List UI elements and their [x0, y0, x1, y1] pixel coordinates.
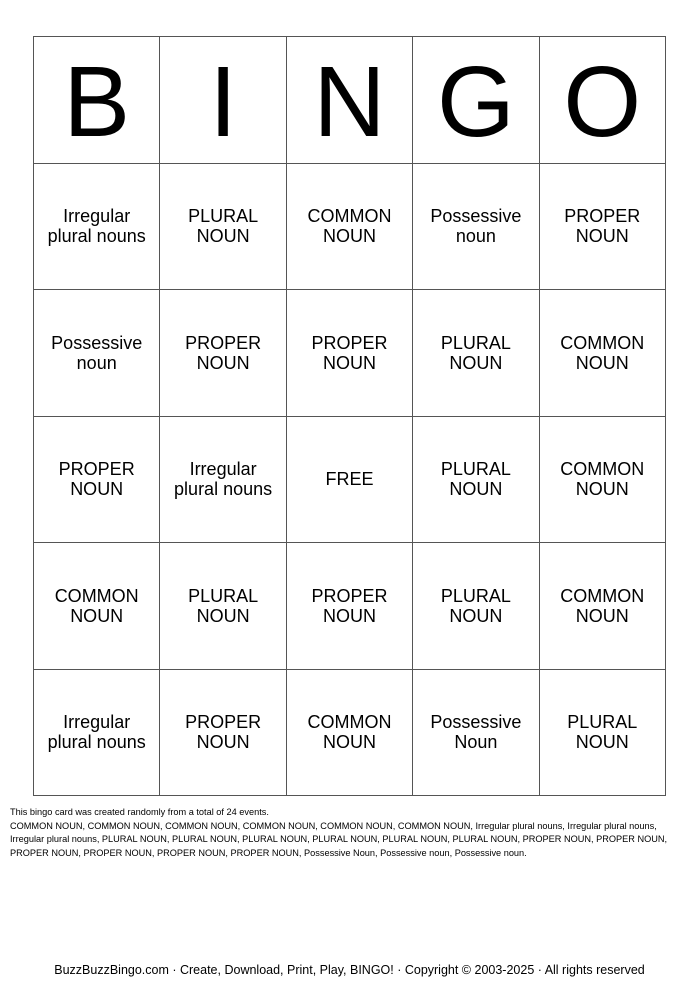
bingo-card	[33, 36, 666, 796]
bingo-square: PROPER NOUN	[160, 670, 286, 797]
bingo-square: COMMON NOUN	[34, 543, 160, 670]
bingo-square: PROPER NOUN	[287, 543, 413, 670]
bingo-square: PLURAL NOUN	[413, 417, 539, 544]
bingo-square: Possessive noun	[34, 290, 160, 417]
bingo-square: COMMON NOUN	[287, 670, 413, 797]
events-list: COMMON NOUN, COMMON NOUN, COMMON NOUN, COMMON NOUN, COMMON NOUN, COMMON NOUN, Irregular plural nouns, Irregular plural nouns, Irregular plural nouns, PLURAL NOUN, PLURAL NOUN, PLURAL NOUN, PLURAL NOUN, PLURAL NOUN, PLURAL NOUN, PROPER NOUN, PROPER NOUN, PROPER NOUN, PROPER NOUN, PROPER NOUN, PROPER NOUN, Possessive Noun, Possessive noun, Possessive noun.	[10, 820, 668, 858]
header-letter-n: N	[287, 37, 413, 164]
bingo-square: PROPER NOUN	[34, 417, 160, 544]
bingo-square: Possessive noun	[413, 164, 539, 291]
bingo-square: PLURAL NOUN	[413, 543, 539, 670]
bingo-square: COMMON NOUN	[540, 417, 666, 544]
header-letter-o: O	[540, 37, 666, 164]
bingo-square: Irregular plural nouns	[160, 417, 286, 544]
bingo-square: PROPER NOUN	[287, 290, 413, 417]
site-footer: BuzzBuzzBingo.com · Create, Download, Print, Play, BINGO! · Copyright © 2003-2025 · All rights reserved	[54, 963, 645, 977]
bingo-square: COMMON NOUN	[540, 290, 666, 417]
header-letter-i: I	[160, 37, 286, 164]
bingo-square: Irregular plural nouns	[34, 670, 160, 797]
bingo-square: PLURAL NOUN	[160, 164, 286, 291]
bingo-square: PLURAL NOUN	[540, 670, 666, 797]
bingo-square: Irregular plural nouns	[34, 164, 160, 291]
bingo-square: COMMON NOUN	[287, 164, 413, 291]
header-letter-g: G	[413, 37, 539, 164]
bingo-square: PROPER NOUN	[160, 290, 286, 417]
header-letter-b: B	[34, 37, 160, 164]
bingo-square: PLURAL NOUN	[413, 290, 539, 417]
events-intro: This bingo card was created randomly from a total of 24 events.	[10, 807, 269, 817]
bingo-square: PLURAL NOUN	[160, 543, 286, 670]
events-summary	[10, 806, 690, 860]
bingo-square: Possessive Noun	[413, 670, 539, 797]
bingo-square: PROPER NOUN	[540, 164, 666, 291]
free-square: FREE	[287, 417, 413, 544]
bingo-square: COMMON NOUN	[540, 543, 666, 670]
